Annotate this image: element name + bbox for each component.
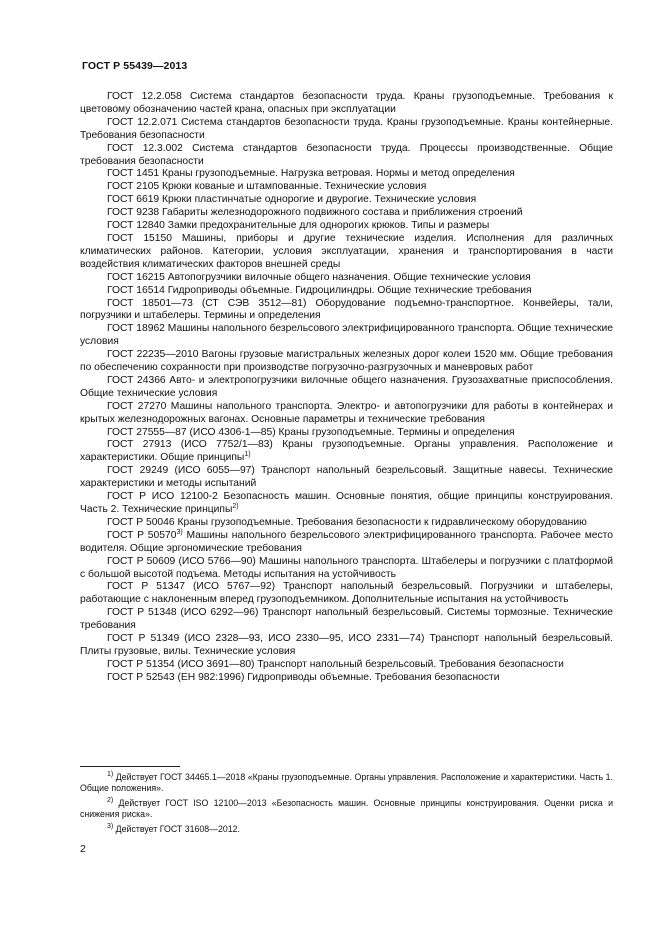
footnote-item [80, 824, 613, 835]
reference-item [80, 556, 613, 582]
reference-text: ГОСТ Р 51348 (ИСО 6292—96) Транспорт напольный безрельсовый. Системы тормозные. Технические требования [80, 607, 613, 632]
reference-text: ГОСТ 29249 (ИСО 6055—97) Транспорт напольный безрельсовый. Защитные навесы. Технические характеристики и методы испытаний [80, 465, 613, 490]
reference-text: ГОСТ 2105 Крюки кованые и штампованные. Технические условия [107, 181, 427, 193]
reference-item [80, 91, 613, 117]
reference-item [80, 220, 613, 233]
reference-text: ГОСТ 27555—87 (ИСО 4306-1—85) Краны грузоподъемные. Термины и определения [107, 426, 515, 438]
reference-item [80, 233, 613, 272]
reference-item [80, 272, 613, 285]
reference-item [80, 607, 613, 633]
reference-item [80, 401, 613, 427]
reference-item [80, 530, 613, 556]
reference-item [80, 517, 613, 530]
reference-text: ГОСТ 16514 Гидроприводы объемные. Гидроцилиндры. Общие технические требования [107, 284, 532, 296]
footnote-separator [80, 766, 180, 767]
reference-item [80, 323, 613, 349]
footnote-number: 2) [107, 797, 114, 804]
reference-text-continued: Машины напольного безрельсового электрифицированного транспорта. Рабочее место водителя. Общие эргономические требования [80, 529, 613, 554]
reference-text: ГОСТ Р 50609 (ИСО 5766—90) Машины напольного транспорта. Штабелеры и погрузчики с платформой с большой высотой подъема. Методы испытания на устойчивость [80, 555, 613, 580]
reference-text: ГОСТ 16215 Автопогрузчики вилочные общего назначения. Общие технические условия [107, 271, 531, 283]
reference-item [80, 117, 613, 143]
reference-item [80, 581, 613, 607]
reference-text: ГОСТ 18962 Машины напольного безрельсового электрифицированного транспорта. Общие технические условия [80, 323, 613, 348]
footnote-number: 3) [107, 823, 114, 830]
reference-text: ГОСТ 22235—2010 Вагоны грузовые магистральных железных дорог колеи 1520 мм. Общие требования по обеспечению сохранности при производстве погрузочно-разгрузочных и маневровых работ [80, 349, 613, 374]
reference-text: ГОСТ 18501—73 (СТ СЭВ 3512—81) Оборудование подъемно-транспортное. Конвейеры, тали, погрузчики и штабелеры. Термины и определения [80, 297, 613, 322]
reference-text: ГОСТ 24366 Авто- и электропогрузчики вилочные общего назначения. Грузозахватные приспособления. Общие технические условия [80, 374, 613, 399]
footnote-text: Действует ГОСТ 34465.1—2018 «Краны грузоподъемные. Органы управления. Расположение и характеристики. Часть 1. Общие положения». [80, 772, 613, 793]
reference-text: ГОСТ 1451 Краны грузоподъемные. Нагрузка ветровая. Нормы и метод определения [107, 168, 515, 180]
footnote-number: 1) [107, 771, 114, 778]
reference-item [80, 491, 613, 517]
reference-text: ГОСТ 27270 Машины напольного транспорта. Электро- и автопогрузчики для работы в контейнерах и крытых железнодорожных вагонах. Основные параметры и технические требования [80, 400, 613, 425]
reference-text: ГОСТ Р 50570 [107, 529, 177, 541]
reference-text: ГОСТ Р 51347 (ИСО 5767—92) Транспорт напольный безрельсовый. Погрузчики и штабелеры, работающие с наклоненным вперед грузоподъемником. Дополнительные испытания на устойчивость [80, 581, 613, 606]
footnote-text: Действует ГОСТ 31608—2012. [113, 824, 240, 834]
page-header: ГОСТ Р 55439—2013 [82, 60, 188, 72]
footnote-marker: 1) [244, 451, 251, 459]
reference-text: ГОСТ 6619 Крюки пластинчатые однорогие и двурогие. Технические условия [107, 194, 477, 206]
reference-text: ГОСТ Р 52543 (ЕН 982:1996) Гидроприводы объемные. Требования безопасности [107, 671, 500, 683]
reference-item [80, 659, 613, 672]
reference-text: ГОСТ Р 51349 (ИСО 2328—93, ИСО 2330—95, ИСО 2331—74) Транспорт напольный безрельсовый. Плиты грузовые, вилы. Технические условия [80, 633, 613, 657]
reference-text: ГОСТ 9238 Габариты железнодорожного подвижного состава и приближения строений [107, 207, 523, 219]
page-number: 2 [80, 843, 86, 855]
footnote-marker: 3) [176, 528, 183, 536]
reference-text: ГОСТ 15150 Машины, приборы и другие технические изделия. Исполнения для различных климатических районов. Категории, условия эксплуатации, хранения и транспортирования в части воздействия климатических факторов внешней среды [80, 232, 613, 270]
reference-text: ГОСТ Р 51354 (ИСО 3691—80) Транспорт напольный безрельсовый. Требования безопасности [107, 658, 564, 670]
footnote-text: Действует ГОСТ ISO 12100—2013 «Безопасность машин. Основные принципы конструирования. Оценки риска и снижения риска». [80, 798, 613, 819]
reference-item [80, 298, 613, 324]
reference-item [80, 375, 613, 401]
footnotes [80, 772, 613, 839]
footnote-marker: 2) [232, 503, 239, 510]
reference-item [80, 168, 613, 181]
reference-text: ГОСТ 12840 Замки предохранительные для однорогих крюков. Типы и размеры [107, 220, 490, 232]
reference-item [80, 181, 613, 194]
reference-item [80, 285, 613, 298]
reference-item [80, 427, 613, 440]
reference-item [80, 207, 613, 220]
reference-text: ГОСТ 12.2.058 Система стандартов безопасности труда. Краны грузоподъемные. Требования к цветовому обозначению частей крана, опасных при эксплуатации [80, 91, 613, 115]
reference-item [80, 465, 613, 491]
reference-item [80, 439, 613, 465]
normative-references-list [80, 91, 613, 685]
reference-item [80, 349, 613, 375]
reference-item [80, 194, 613, 207]
reference-item [80, 143, 613, 169]
reference-text: ГОСТ 12.2.071 Система стандартов безопасности труда. Краны грузоподъемные. Краны контейнерные. Требования безопасности [80, 116, 613, 141]
reference-text: ГОСТ Р ИСО 12100-2 Безопасность машин. Основные понятия, общие принципы конструирования. Часть 2. Технические принципы [80, 491, 613, 515]
footnote-item [80, 772, 613, 794]
reference-item [80, 672, 613, 685]
footnote-item [80, 798, 613, 820]
reference-text: ГОСТ 12.3.002 Система стандартов безопасности труда. Процессы производственные. Общие требования безопасности [80, 142, 613, 167]
reference-text: ГОСТ 27913 (ИСО 7752/1—83) Краны грузоподъемные. Органы управления. Расположение и характеристики. Общие принципы [80, 439, 613, 464]
reference-item [80, 633, 613, 659]
reference-text: ГОСТ Р 50046 Краны грузоподъемные. Требования безопасности к гидравлическому оборудованию [107, 516, 587, 528]
